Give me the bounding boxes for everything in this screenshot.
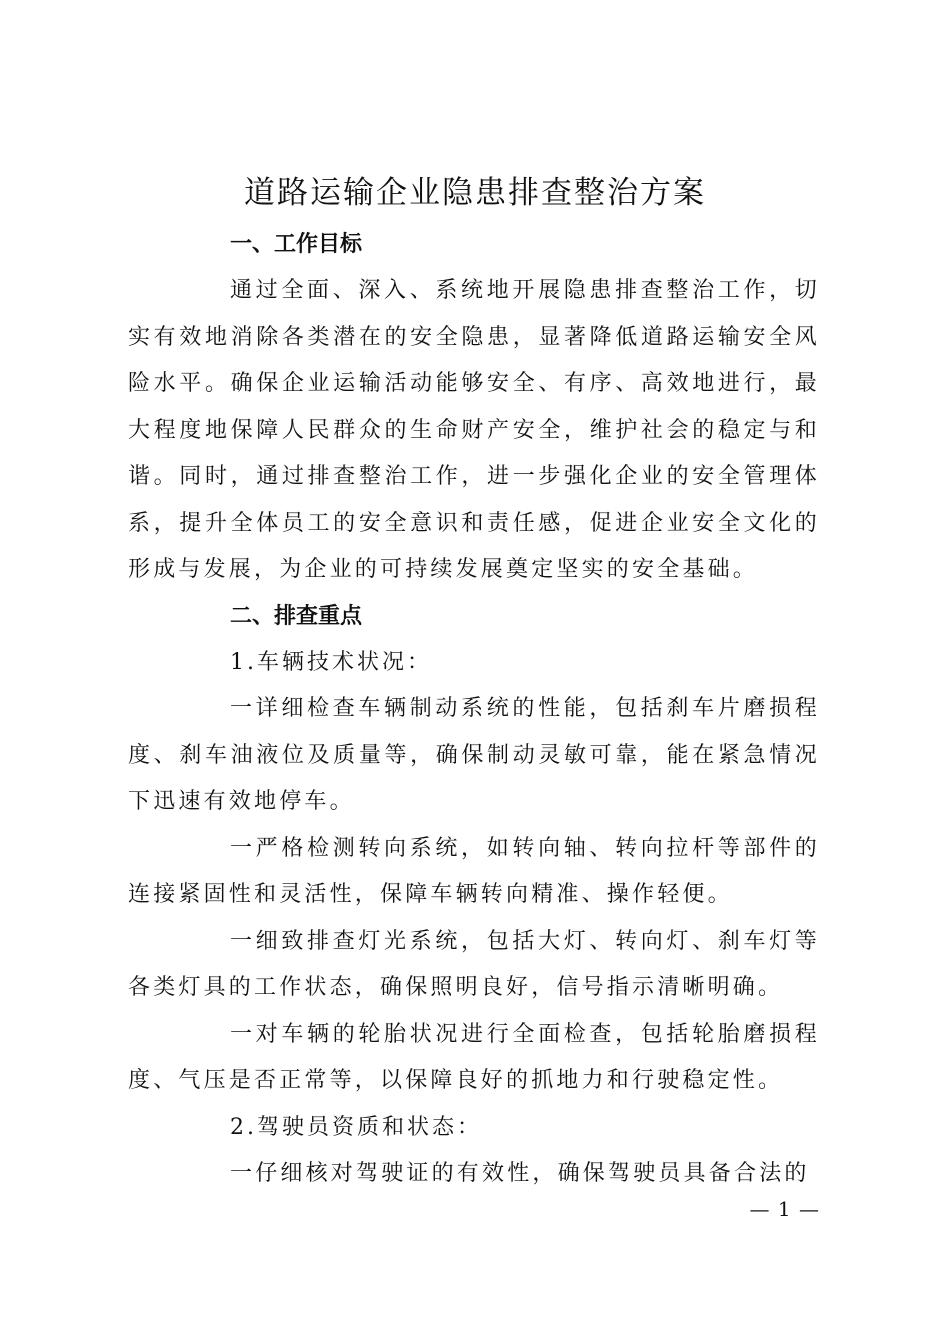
goal-paragraph: 通过全面、深入、系统地开展隐患排查整治工作，切实有效地消除各类潜在的安全隐患，显著降低道路运输安全风险水平。确保企业运输活动能够安全、有序、高效地进行，最大程度地保障人民群众的生命财产安全，维护社会的稳定与和谐。同时，通过排查整治工作，进一步强化企业的安全管理体系，提升全体员工的安全意识和责任感，促进企业安全文化的形成与发展，为企业的可持续发展奠定坚实的安全基础。 xyxy=(128,278,820,582)
vehicle-item-tires: 一对车辆的轮胎状况进行全面检查，包括轮胎磨损程度、气压是否正常等，以保障良好的抓地力和行驶稳定性。 xyxy=(128,1021,820,1093)
document-title: 道路运输企业隐患排查整治方案 xyxy=(244,175,706,211)
subheading-vehicle: 1.车辆技术状况： xyxy=(230,649,432,675)
vehicle-item-lights: 一细致排查灯光系统，包括大灯、转向灯、刹车灯等各类灯具的工作状态，确保照明良好，信号指示清晰明确。 xyxy=(128,928,820,1000)
vehicle-item-brakes: 一详细检查车辆制动系统的性能，包括刹车片磨损程度、刹车油液位及质量等，确保制动灵敏可靠，能在紧急情况下迅速有效地停车。 xyxy=(128,696,820,814)
subheading-driver: 2.驾驶员资质和状态： xyxy=(230,1114,482,1140)
vehicle-item-steering: 一严格检测转向系统，如转向轴、转向拉杆等部件的连接紧固性和灵活性，保障车辆转向精准、操作轻便。 xyxy=(128,835,820,907)
section-heading-focus: 二、排查重点 xyxy=(230,603,363,629)
document-body xyxy=(128,222,820,1198)
driver-item-license: 一仔细核对驾驶证的有效性，确保驾驶员具备合法的 xyxy=(230,1161,810,1186)
section-heading-goal: 一、工作目标 xyxy=(230,232,363,257)
page-number: — 1 — xyxy=(749,1197,820,1221)
